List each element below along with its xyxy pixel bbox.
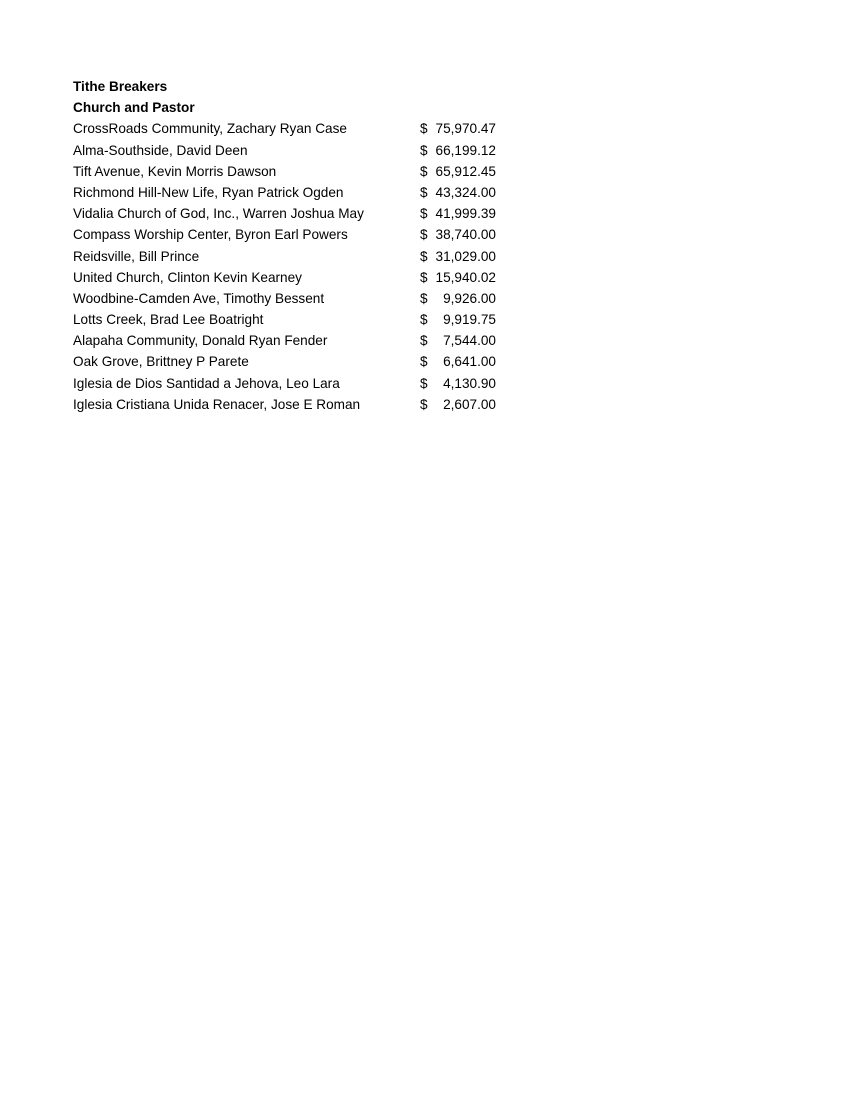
currency-symbol: $: [420, 163, 428, 179]
church-pastor-cell: CrossRoads Community, Zachary Ryan Case: [73, 121, 347, 137]
column-header-church-and-pastor: Church and Pastor: [73, 100, 195, 116]
amount-cell: 4,130.90: [443, 375, 496, 391]
table-row: [73, 203, 513, 224]
currency-symbol: $: [420, 290, 428, 306]
amount-cell: 31,029.00: [435, 248, 496, 264]
table-row: [73, 267, 513, 288]
church-pastor-cell: Vidalia Church of God, Inc., Warren Joshua May: [73, 206, 364, 222]
table-rows: [73, 118, 513, 415]
amount-cell: 43,324.00: [435, 184, 496, 200]
amount-cell: 65,912.45: [435, 163, 496, 179]
table-row: [73, 182, 513, 203]
currency-symbol: $: [420, 184, 428, 200]
church-pastor-cell: Alma-Southside, David Deen: [73, 142, 248, 158]
currency-symbol: $: [420, 396, 428, 412]
currency-symbol: $: [420, 269, 428, 285]
church-pastor-cell: Alapaha Community, Donald Ryan Fender: [73, 333, 328, 349]
amount-cell: 9,926.00: [443, 290, 496, 306]
table-row: [73, 161, 513, 182]
amount-cell: 9,919.75: [443, 312, 496, 328]
amount-cell: 41,999.39: [435, 206, 496, 222]
church-pastor-cell: Tift Avenue, Kevin Morris Dawson: [73, 163, 277, 179]
church-pastor-cell: United Church, Clinton Kevin Kearney: [73, 269, 302, 285]
currency-symbol: $: [420, 333, 428, 349]
tithe-breakers-table: [73, 76, 513, 415]
church-pastor-cell: Compass Worship Center, Byron Earl Powers: [73, 227, 348, 243]
table-row: [73, 288, 513, 309]
amount-cell: 66,199.12: [435, 142, 496, 158]
table-row: [73, 373, 513, 394]
table-row: [73, 351, 513, 372]
table-row: [73, 394, 513, 415]
currency-symbol: $: [420, 312, 428, 328]
church-pastor-cell: Iglesia de Dios Santidad a Jehova, Leo Lara: [73, 375, 340, 391]
church-pastor-cell: Lotts Creek, Brad Lee Boatright: [73, 312, 264, 328]
church-pastor-cell: Oak Grove, Brittney P Parete: [73, 354, 249, 370]
church-pastor-cell: Woodbine-Camden Ave, Timothy Bessent: [73, 290, 325, 306]
amount-cell: 7,544.00: [443, 333, 496, 349]
church-pastor-cell: Iglesia Cristiana Unida Renacer, Jose E Roman: [73, 396, 361, 412]
church-pastor-cell: Richmond Hill-New Life, Ryan Patrick Ogden: [73, 184, 344, 200]
amount-cell: 6,641.00: [443, 354, 496, 370]
table-row: [73, 224, 513, 245]
currency-symbol: $: [420, 354, 428, 370]
table-row: [73, 246, 513, 267]
currency-symbol: $: [420, 375, 428, 391]
amount-cell: 2,607.00: [443, 396, 496, 412]
table-row: [73, 140, 513, 161]
amount-cell: 75,970.47: [435, 121, 496, 137]
amount-cell: 15,940.02: [435, 269, 496, 285]
church-pastor-cell: Reidsville, Bill Prince: [73, 248, 200, 264]
amount-cell: 38,740.00: [435, 227, 496, 243]
currency-symbol: $: [420, 248, 428, 264]
table-row: [73, 309, 513, 330]
document-title: Tithe Breakers: [73, 79, 168, 94]
currency-symbol: $: [420, 121, 428, 137]
table-row: [73, 118, 513, 139]
currency-symbol: $: [420, 142, 428, 158]
table-row: [73, 330, 513, 351]
currency-symbol: $: [420, 227, 428, 243]
currency-symbol: $: [420, 206, 428, 222]
